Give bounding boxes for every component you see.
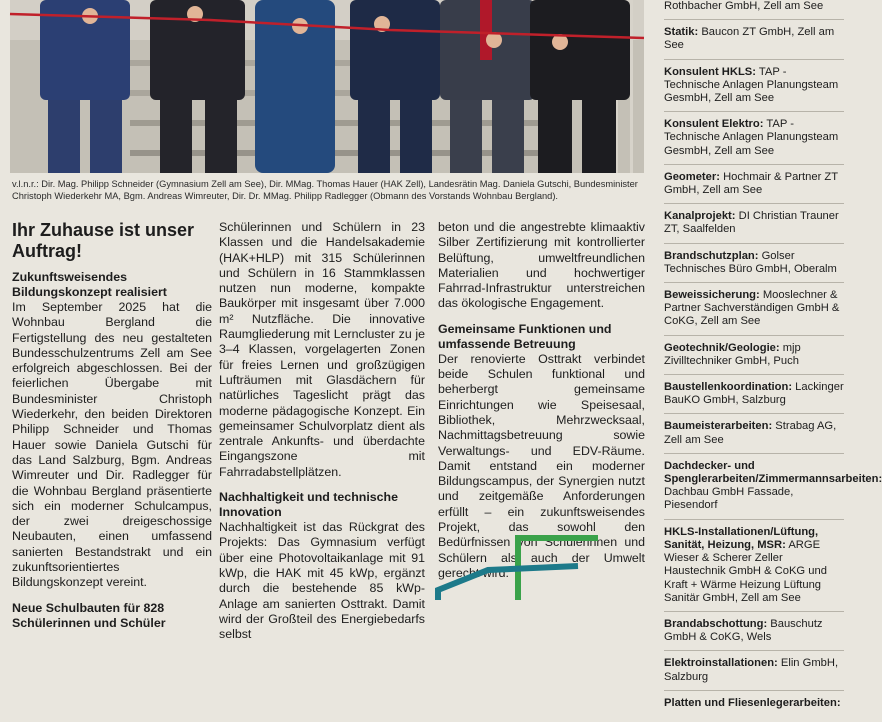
project-credits-list bbox=[664, 0, 882, 722]
credit-entry bbox=[664, 342, 844, 375]
credit-company: Strabag AG, Zell am See bbox=[664, 420, 837, 446]
paragraph: Im September 2025 hat die Wohnbau Bergland die Fertigstellung des neu gestalteten Bundesschulzentrums Zell am See erfolgreich abgeschlossen. Bei der feierlichen Übergabe mit Bundesminister Christoph Wiederkehr, den beiden Direktoren Philipp Schneider und Thomas Hauer sowie Daniela Gutschi für das Land Salzburg, Bgm. Andreas Wimreuter und Dir. Radlegger für die Wohnbau Bergland präsentierte sich ein moderner Schulcampus, der zwei dreigeschossige Neubauten, einen umfassend sanierten Bestandstrakt und ein zukunftsorientiertes Bildungskonzept vereint. bbox=[12, 300, 212, 590]
credit-entry bbox=[664, 0, 844, 20]
credit-entry bbox=[664, 526, 844, 612]
article-column-2 bbox=[219, 220, 425, 652]
credit-company: TAP - Technische Anlagen Planungsteam GesmbH, Zell am See bbox=[664, 65, 839, 105]
article-headline: Ihr Zuhause ist unser Auftrag! bbox=[12, 220, 195, 261]
credit-entry bbox=[664, 171, 844, 204]
credit-company: Baucon ZT GmbH, Zell am See bbox=[664, 26, 835, 52]
credit-entry bbox=[664, 459, 882, 520]
credit-entry bbox=[664, 250, 844, 283]
credit-company: Dachbau GmbH Fassade, Piesendorf bbox=[664, 486, 794, 512]
subheading: Gemeinsame Funktionen und umfassende Betreuung bbox=[438, 321, 612, 351]
credit-role: Brandschutzplan: bbox=[664, 249, 759, 262]
paragraph: Schülerinnen und Schülern in 23 Klassen und die Handelsakademie (HAK+HLP) mit 315 Schülerinnen und Schülern in 16 Stammklassen nutzen nun moderne, kompakte Baukörper mit insgesamt über 7.000 m² Nutzfläche. Die innovative Raumgliederung mit Lerncluster zu je 3–4 Klassen, vorgelagerten Zonen für freies Lernen und großzügigen Lufträumen mit Glasdächern für natürliches Tageslicht prägt das moderne pädagogische Konzept. Ein gemeinsamer Schulvorplatz dient als zentrale Ankunfts- und überdachte Eingangszone mit Fahrradabstellplätzen. bbox=[219, 220, 425, 479]
ribbon-cutting-photo bbox=[10, 0, 644, 173]
credit-entry bbox=[664, 381, 844, 414]
credit-role: Konsulent Elektro: bbox=[664, 118, 764, 131]
paragraph: Nachhaltigkeit ist das Rückgrat des Projekts: Das Gymnasium verfügt über eine Photovoltaikanlage mit 91 kWp, die HAK mit 45 kWp, ergänzt durch die bestehende 85 kWp-Anlage am sanierten Osttrakt. Damit wird der Großteil des Energiebedarfs selbst bbox=[219, 520, 425, 642]
wohnbau-logo-graphic bbox=[438, 530, 608, 605]
credit-role: Brandabschottung: bbox=[664, 617, 768, 630]
credit-company: DI Christian Trauner ZT, Saalfelden bbox=[664, 210, 839, 236]
credit-entry bbox=[664, 420, 844, 453]
credit-entry bbox=[664, 657, 844, 690]
paragraph: Der renovierte Osttrakt verbindet beide Schulen funktional und beherbergt gemeinsame Einrichtungen wie Speisesaal, Bibliothek, Mehrzwecksaal, Nachmittagsbetreuung sowie Verwaltungs- und EDV-Räume. Damit entstand ein moderner Bildungscampus, der Synergien nutzt und zeitgemäße Anforderungen erfüllt – ein zukunftsweisendes Projekt, das sowohl den Bedürfnissen von Schülerinnen und Schülern als auch der Umwelt gerecht wird. bbox=[438, 351, 645, 580]
credit-entry bbox=[664, 66, 844, 113]
credit-company: Elin GmbH, Salzburg bbox=[664, 657, 839, 683]
credit-role: Baumeisterarbeiten: bbox=[664, 420, 773, 433]
credit-company: TAP - Technische Anlagen Planungsteam GesmbH, Zell am See bbox=[664, 118, 839, 157]
credit-entry bbox=[664, 618, 844, 651]
credit-company: Hochmair & Partner ZT GmbH, Zell am See bbox=[664, 170, 838, 197]
credit-role: Geometer: bbox=[664, 170, 720, 183]
credit-role: Dachdecker- und Spenglerarbeiten/Zimmermannsarbeiten: bbox=[664, 459, 882, 486]
credit-entry bbox=[664, 118, 844, 165]
credit-company: ARGE Wieser & Scherer Zeller Haustechnik GmbH & CoKG und Kraft + Wärme Heizung Lüftung Sanitär GmbH, Zell am See bbox=[664, 538, 827, 604]
credit-entry bbox=[664, 26, 844, 59]
credit-role: HKLS-Installationen/Lüftung, Sanität, Heizung, MSR: bbox=[664, 525, 819, 551]
credit-role: Konsulent HKLS: bbox=[664, 65, 756, 78]
credit-role: Geotechnik/Geologie: bbox=[664, 341, 780, 354]
credit-entry bbox=[664, 289, 844, 336]
credit-company: Bauschutz GmbH & CoKG, Wels bbox=[664, 617, 823, 644]
subheading: Zukunftsweisendes Bildungskonzept realisiert bbox=[12, 270, 167, 299]
paragraph: beton und die angestrebte klimaaktiv Silber Zertifizierung mit kontrollierter Belüftung, umweltfreundlichen Materialien und hochwertiger Fahrrad-Infrastruktur unterstreichen das ökologische Engagement. bbox=[438, 220, 645, 311]
credit-role: Baustellenkoordination: bbox=[664, 381, 793, 394]
credit-company: mjp Zivilltechniker GmbH, Puch bbox=[664, 341, 801, 367]
article-column-1 bbox=[12, 220, 212, 631]
credit-role: Platten und Fliesenlegerarbeiten: bbox=[664, 696, 841, 709]
credit-entry bbox=[664, 697, 844, 716]
photo-caption: v.l.n.r.: Dir. Mag. Philipp Schneider (Gymnasium Zell am See), Dir. MMag. Thomas Hauer (HAK Zell), Landesrätin Mag. Daniela Gutschi, Bundesminister Christoph Wiederkehr MA, Bgm. Andreas Wimreuter, Dir. Dr. MMag. Philipp Radlegger (Obmann des Vorstands Wohnbau Bergland). bbox=[12, 179, 638, 201]
credit-company: Golser Technisches Büro GmbH, Oberalm bbox=[664, 249, 837, 275]
credit-company: Rothbacher GmbH, Zell am See bbox=[664, 0, 824, 12]
credit-role: Beweissicherung: bbox=[664, 289, 760, 302]
credit-role: Elektroinstallationen: bbox=[664, 657, 778, 670]
subheading: Nachhaltigkeit und technische Innovation bbox=[219, 490, 399, 520]
credit-role: Kanalprojekt: bbox=[664, 210, 736, 223]
credit-company: Mooslechner & Partner Sachverständigen GmbH & CoKG, Zell am See bbox=[664, 289, 840, 328]
credit-company: Lackinger BauKO GmbH, Salzburg bbox=[664, 381, 844, 407]
subheading: Neue Schulbauten für 828 Schülerinnen und Schüler bbox=[12, 600, 166, 630]
credit-entry bbox=[664, 210, 844, 243]
credit-role: Statik: bbox=[664, 26, 699, 39]
